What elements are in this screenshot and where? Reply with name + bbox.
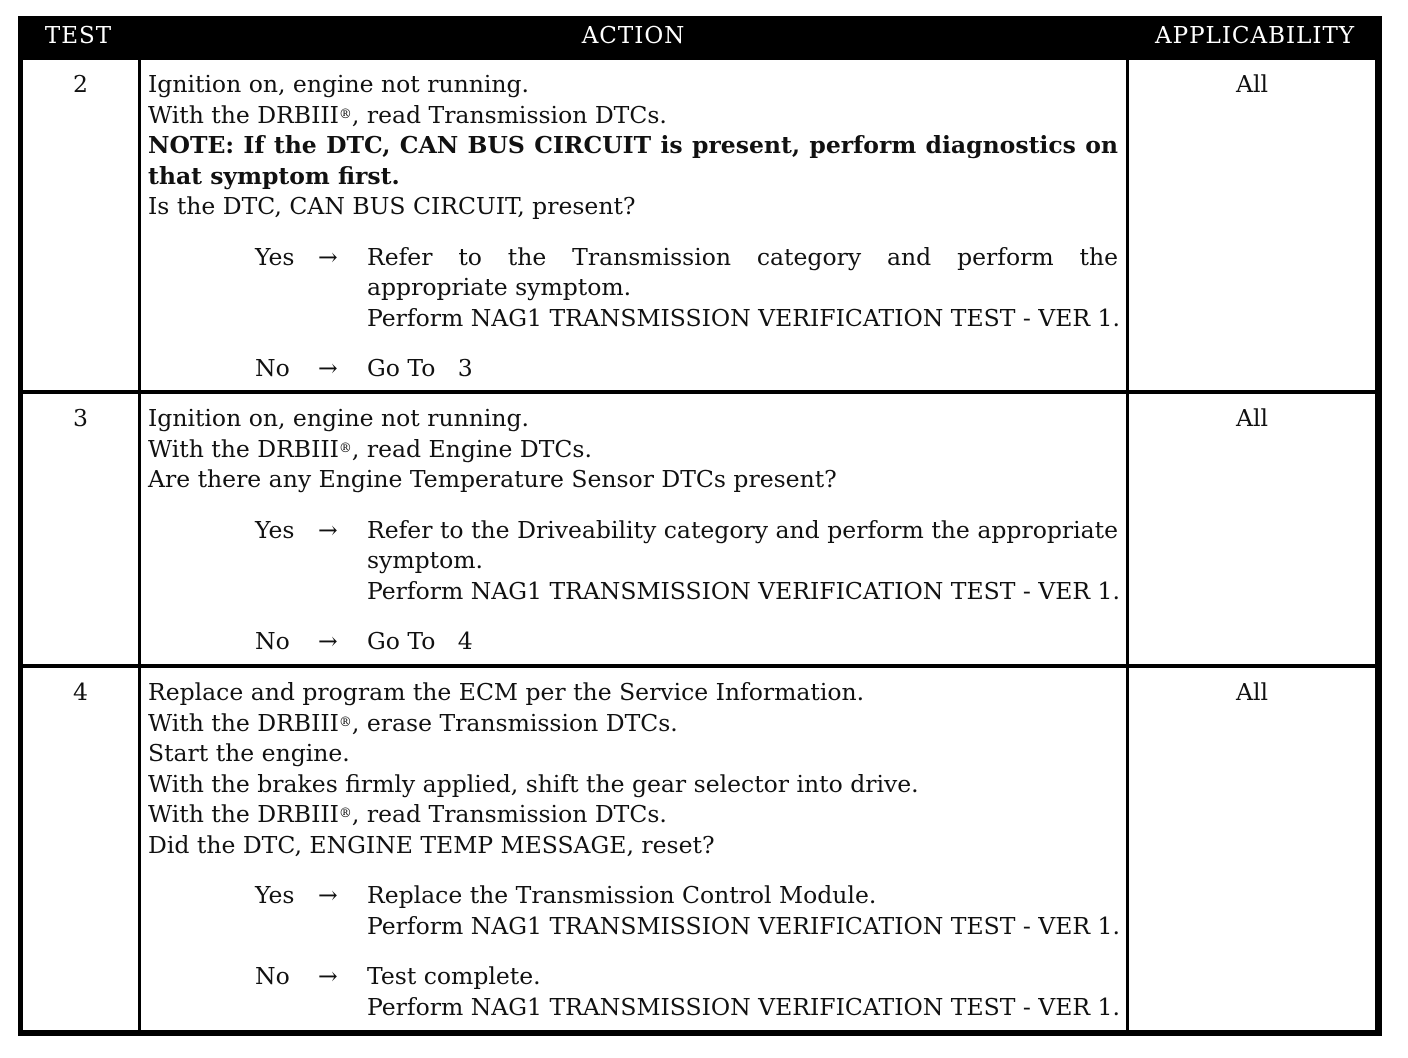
applicability-cell-3 (1129, 394, 1375, 664)
response-line: Perform NAG1 TRANSMISSION VERIFICATION TEST - VER 1. (367, 911, 1120, 940)
response-line: Replace the Transmission Control Module. (367, 881, 877, 909)
no-response (148, 626, 1118, 657)
test-cell-4 (23, 668, 138, 1030)
action-line: Ignition on, engine not running. (148, 404, 530, 432)
response-line: Perform NAG1 TRANSMISSION VERIFICATION TEST - VER 1. (367, 992, 1120, 1021)
response-line: Test complete. (367, 962, 541, 990)
diagnostic-table (18, 16, 1382, 1036)
test-number: 3 (73, 404, 88, 432)
arrow-icon: → (318, 627, 338, 655)
applicability-value: All (1235, 404, 1268, 432)
applicability-cell-4 (1129, 668, 1375, 1030)
arrow-icon: → (318, 354, 338, 382)
test-cell-2 (23, 60, 138, 390)
applicability-cell-2 (1129, 60, 1375, 390)
yes-label: Yes (255, 242, 295, 271)
response-line: Perform NAG1 TRANSMISSION VERIFICATION TEST - VER 1. (367, 576, 1120, 605)
no-label: No (255, 962, 290, 990)
no-response (148, 353, 1118, 384)
arrow-icon: → (318, 242, 338, 271)
yes-response (148, 242, 1118, 334)
action-line: Ignition on, engine not running. (148, 70, 530, 98)
action-cell-4 (141, 668, 1126, 1030)
header-test: TEST (44, 23, 113, 49)
action-cell-2 (141, 60, 1126, 390)
yes-response (148, 880, 1118, 941)
yes-label: Yes (255, 515, 295, 544)
no-label: No (255, 354, 290, 382)
arrow-icon: → (318, 515, 338, 544)
test-number: 2 (73, 70, 88, 98)
response-line: Refer to the Transmission category and perform the appropriate symptom. (367, 242, 1118, 301)
arrow-icon: → (318, 962, 338, 990)
header-applicability: APPLICABILITY (1155, 23, 1355, 49)
header-action: ACTION (581, 23, 686, 49)
action-cell-3 (141, 394, 1126, 664)
no-label: No (255, 627, 290, 655)
table-header (18, 16, 1382, 58)
action-line: With the DRBIII®, read Transmission DTCs. (148, 800, 667, 828)
no-response (148, 961, 1118, 1022)
applicability-value: All (1235, 70, 1268, 98)
response-line: Refer to the Driveability category and perform the appropriate symptom. (367, 515, 1118, 574)
question-text: Is the DTC, CAN BUS CIRCUIT, present? (148, 192, 636, 220)
test-number: 4 (73, 678, 88, 706)
yes-label: Yes (255, 881, 295, 909)
response-line: Perform NAG1 TRANSMISSION VERIFICATION TEST - VER 1. (367, 303, 1120, 332)
action-line: Start the engine. (148, 739, 350, 767)
action-line: With the DRBIII®, read Transmission DTCs. (148, 100, 667, 129)
note-text: NOTE: If the DTC, CAN BUS CIRCUIT is present, perform diagnostics on that symptom first. (148, 131, 1118, 190)
action-line: Did the DTC, ENGINE TEMP MESSAGE, reset? (148, 830, 715, 859)
action-line: With the brakes firmly applied, shift the gear selector into drive. (148, 769, 919, 798)
action-line: With the DRBIII®, erase Transmission DTCs. (148, 708, 678, 737)
action-line: With the DRBIII®, read Engine DTCs. (148, 434, 592, 463)
action-line: Are there any Engine Temperature Sensor DTCs present? (148, 465, 837, 493)
arrow-icon: → (318, 881, 338, 909)
action-line: Replace and program the ECM per the Service Information. (148, 678, 865, 706)
test-cell-3 (23, 394, 138, 664)
yes-response (148, 515, 1118, 607)
applicability-value: All (1235, 678, 1268, 706)
response-line: Go To 3 (367, 354, 473, 382)
response-line: Go To 4 (367, 627, 473, 655)
